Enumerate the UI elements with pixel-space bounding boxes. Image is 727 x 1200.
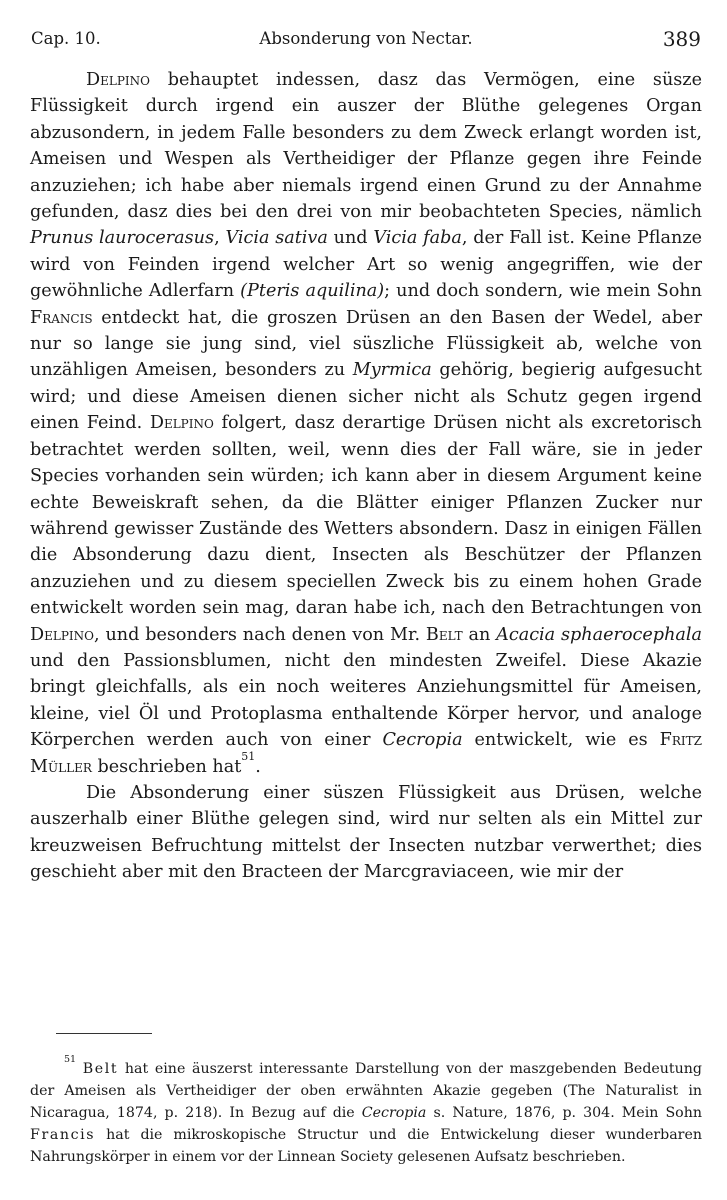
author-name: Delpino bbox=[86, 70, 150, 90]
footnote-51 bbox=[30, 1054, 702, 1168]
author-name: Delpino bbox=[149, 413, 214, 434]
text-run: an bbox=[462, 624, 497, 645]
text-run: entdeckt hat, die groszen Drüsen an den Basen der Wedel, aber nur so lange sie jung sind, viel süszliche Flüssigkeit ab, welche von unzähligen Ameisen, besonders zu bbox=[30, 307, 702, 381]
running-header bbox=[31, 29, 701, 55]
text-run: entwickelt, wie es bbox=[462, 730, 660, 751]
species-name: Myrmica bbox=[352, 360, 432, 381]
author-name: Fritz Müller bbox=[30, 730, 702, 777]
text-run: ; und doch sondern, wie mein Sohn bbox=[384, 281, 702, 302]
author-name: Belt bbox=[425, 624, 463, 645]
footnote-divider bbox=[56, 1033, 152, 1034]
author-name: Belt bbox=[82, 1061, 119, 1078]
main-text bbox=[30, 67, 702, 886]
author-name: Francis bbox=[30, 307, 93, 328]
text-run: . bbox=[255, 756, 261, 777]
species-name: Cecropia bbox=[361, 1105, 427, 1122]
running-title: Absonderung von Nectar. bbox=[259, 29, 473, 48]
page-number: 389 bbox=[662, 27, 701, 51]
text-run: , und besonders nach denen von Mr. bbox=[94, 624, 426, 645]
footnote-reference[interactable]: 51 bbox=[241, 749, 256, 763]
text-run: und bbox=[327, 228, 374, 249]
author-name: Delpino bbox=[30, 624, 94, 645]
text-run: hat eine äuszerst interessante Darstellung von der maszgebenden Bedeutung der Ameisen als Vertheidiger der oben erwähnten Akazie gegeben (The Naturalist in Nicaragua, 1874, p. 218). In Bezug auf die bbox=[30, 1061, 702, 1122]
species-name: (Pteris aquilina) bbox=[240, 281, 385, 302]
text-run: und den Passionsblumen, nicht den mindesten Zweifel. Diese Akazie bringt gleichfalls, als ein noch weiteres Anziehungsmittel für Ameisen, kleine, viel Öl und Protoplasma enthaltende Körper hervor, und analoge Körperchen werden auch von einer bbox=[30, 650, 702, 751]
text-run: beschrieben hat bbox=[91, 756, 242, 777]
text-run: , der Fall ist. Keine Pflanze wird von Feinden irgend welcher Art so wenig angegriffen, wie der gewöhnliche Adlerfarn bbox=[30, 228, 703, 302]
chapter-label: Cap. 10. bbox=[31, 29, 101, 48]
text-run: s. Nature, 1876, p. 304. Mein Sohn bbox=[426, 1105, 702, 1122]
species-name: Vicia faba bbox=[373, 228, 462, 249]
text-run: hat die mikroskopische Structur und die Entwickelung dieser wunderbaren Nahrungskörper in einem vor der Linnean Society gelesenen Aufsatz beschrieben. bbox=[30, 1127, 702, 1166]
text-run: , bbox=[214, 228, 226, 249]
species-name: Cecropia bbox=[382, 730, 463, 751]
text-run: folgert, dasz derartige Drüsen nicht als excretorisch betrachtet werden sollten, weil, wenn dies der Fall wäre, sie in jeder Species vorhanden sein würden; ich kann aber in diesem Argument keine echte Beweiskraft sehen, da die Blätter einiger Pflanzen Zucker nur während gewisser Zustände des Wetters absondern. Dasz in einigen Fällen die Absonderung dazu dient, Insecten als Beschützer der Pflanzen anzuziehen und zu diesem speciellen Zweck bis zu einem hohen Grade entwickelt worden sein mag, daran habe ich, nach den Betrachtungen von bbox=[30, 413, 702, 619]
species-name: Prunus laurocerasus bbox=[30, 228, 215, 249]
paragraph-2: Die Absonderung einer süszen Flüssigkeit aus Drüsen, welche auszerhalb einer Blüthe gelegen sind, wird nur selten als ein Mittel zur kreuzweisen Befruchtung mittelst der Insecten nutzbar verwerthet; dies geschieht aber mit den Bracteen der Marcgraviaceen, wie mir der bbox=[30, 782, 702, 883]
species-name: Vicia sativa bbox=[225, 228, 328, 249]
text-run: gehörig, begierig aufgesucht wird; und diese Ameisen dienen sicher nicht als Schutz gegen irgend einen Feind. bbox=[30, 360, 703, 434]
paragraph-1 bbox=[30, 67, 702, 780]
species-name: Acacia sphaerocephala bbox=[496, 624, 702, 645]
footnote-number: 51 bbox=[64, 1054, 77, 1066]
text-run: behauptet indessen, dasz das Vermögen, eine süsze Flüssigkeit durch irgend ein auszer der Blüthe gelegenes Organ abzusondern, in jedem Falle besonders zu dem Zweck erlangt worden ist, Ameisen und Wespen als Vertheidiger der Pflanze gegen ihre Feinde anzuziehen; ich habe aber niemals irgend einen Grund zu der Annahme gefunden, dasz dies bei den drei von mir beobachteten Species, nämlich bbox=[30, 70, 702, 223]
author-name: Francis bbox=[30, 1127, 96, 1144]
